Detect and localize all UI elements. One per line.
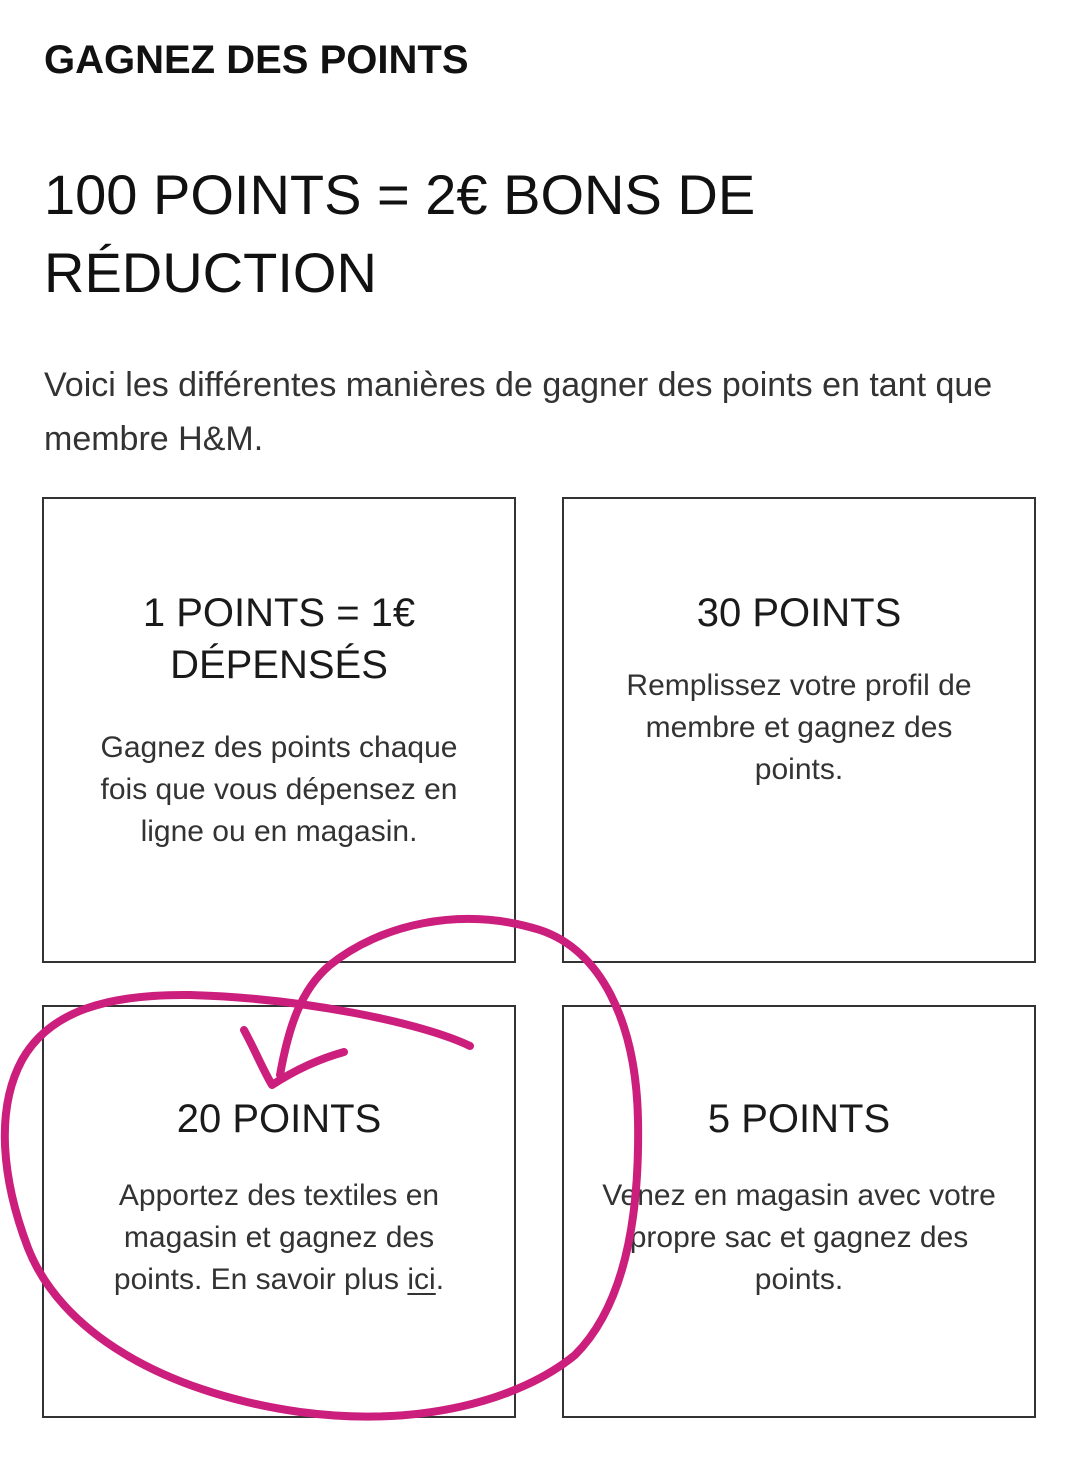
points-card-textiles <box>42 1005 516 1418</box>
points-card-own-bag <box>562 1005 1036 1418</box>
section-eyebrow: GAGNEZ DES POINTS <box>44 38 469 82</box>
card-title: 30 POINTS <box>696 591 902 635</box>
card-title: 1 POINTS = 1€ DÉPENSÉS <box>142 591 416 687</box>
points-card-spend <box>42 497 516 963</box>
intro-text: Voici les différentes manières de gagner des points en tant que membre H&M. <box>44 366 993 458</box>
learn-more-link[interactable]: ici <box>407 1263 436 1296</box>
points-card-grid <box>42 497 1038 1419</box>
page-title: 100 POINTS = 2€ BONS DE RÉDUCTION <box>44 163 756 304</box>
card-description: Venez en magasin avec votre propre sac et gagnez des points. <box>602 1179 996 1296</box>
card-description: Remplissez votre profil de membre et gagnez des points. <box>626 669 972 786</box>
card-description <box>78 1175 480 1301</box>
points-card-profile <box>562 497 1036 963</box>
card-description-end: . <box>435 1263 445 1296</box>
card-title: 20 POINTS <box>176 1097 382 1141</box>
card-description: Gagnez des points chaque fois que vous dépensez en ligne ou en magasin. <box>100 731 458 848</box>
card-description-text: Apportez des textiles en magasin et gagnez des points. En savoir plus <box>113 1179 440 1296</box>
card-title: 5 POINTS <box>707 1097 891 1141</box>
